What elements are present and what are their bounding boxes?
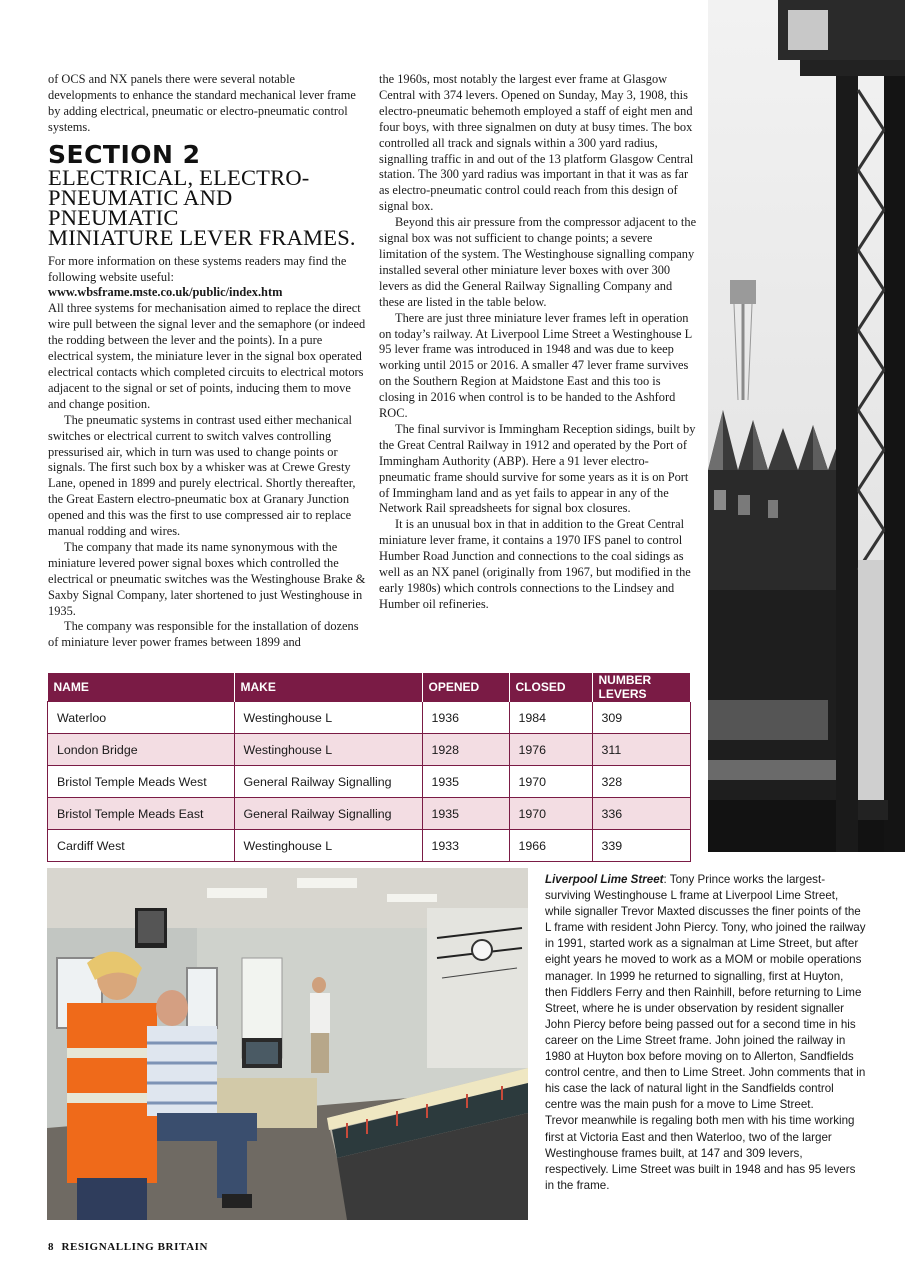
cell-make: General Railway Signalling: [234, 766, 422, 798]
cell-closed: 1984: [509, 702, 592, 734]
cell-closed: 1966: [509, 830, 592, 862]
table-row: [48, 798, 691, 830]
paragraph: The pneumatic systems in contrast used either mechanical switches or electrical current to switch valves controlling pressurised air, which in turn was used to change points or signals. The first such box by a whisker was at Crewe Gresty Lane, opened in 1899 and purely electrical. Shortly thereafter, the Great Eastern electro-pneumatic box at Granary Junction opened and this was the first to use compressed air to replace manual rodding and wires.: [48, 412, 356, 539]
page-footer: [48, 1241, 208, 1253]
cell-opened: 1933: [422, 830, 509, 862]
table-header-row: [48, 673, 691, 702]
caption-title: Liverpool Lime Street: [545, 873, 664, 886]
cell-name: Waterloo: [48, 702, 235, 734]
cell-make: Westinghouse L: [234, 734, 422, 766]
header-number-levers: NUMBER LEVERS: [592, 673, 691, 702]
paragraph: For more information on these systems readers may find the following website useful:: [48, 253, 347, 284]
cell-make: General Railway Signalling: [234, 798, 422, 830]
cell-opened: 1935: [422, 798, 509, 830]
header-closed: CLOSED: [509, 673, 592, 702]
section-number: SECTION 2: [48, 139, 201, 169]
section-title: [48, 164, 366, 250]
paragraph: The company that made its name synonymous with the miniature levered power signal boxes which controlled the electrical or pneumatic switches was the Westinghouse Brake & Saxby Signal Company, later shortened to just Westinghouse in 1935.: [48, 539, 366, 618]
cell-closed: 1970: [509, 766, 592, 798]
paragraph: the 1960s, most notably the largest ever frame at Glasgow Central with 374 levers. Opened on Sunday, May 3, 1908, this electro-pneumatic behemoth employed a staff of eight men and four boys, with three signalmen on duty at busy times. The box controlled all track and signals within a 300 yard radius, signalling traffic in and out of the 13 platform Glasgow Central station. The 300 yard radius was important in that it was as far as electro-pneumatic control could reach from this design of signal box.: [379, 72, 694, 214]
cell-opened: 1935: [422, 766, 509, 798]
cell-make: Westinghouse L: [234, 702, 422, 734]
cell-name: Bristol Temple Meads West: [48, 766, 235, 798]
publication-name: RESIGNALLING BRITAIN: [61, 1241, 209, 1253]
header-opened: OPENED: [422, 673, 509, 702]
table-row: [48, 830, 691, 862]
table-row: [48, 766, 691, 798]
section-title-line-3: MINIATURE LEVER FRAMES.: [48, 224, 356, 250]
page-number: 8: [48, 1241, 55, 1253]
cell-closed: 1970: [509, 798, 592, 830]
paragraph: The company was responsible for the installation of dozens of miniature lever power frames between 1899 and: [48, 619, 359, 650]
paragraph: There are just three miniature lever frames left in operation on today’s railway. At Liverpool Lime Street a Westinghouse L 95 lever frame was introduced in 1948 and was due to keep working until 2015 or 2016. A smaller 47 lever frame survives on the Southern Region at Maidstone East and this too is closing in 2016 when control is to be handed to the Ashford ROC.: [379, 310, 692, 421]
cell-closed: 1976: [509, 734, 592, 766]
cell-make: Westinghouse L: [234, 830, 422, 862]
paragraph: Beyond this air pressure from the compressor adjacent to the signal box was not sufficient to change points; a severe limitation of the system. The Westinghouse signalling company installed several other miniature lever boxes with over 300 levers as did the General Railway Signalling Company and these are listed in the table below.: [379, 215, 697, 309]
article-column-2: [379, 72, 697, 613]
caption-text: : Tony Prince works the largest-surviving Westinghouse L frame at Liverpool Lime Street, while signaller Trevor Maxted discusses the finer points of the L frame with resident John Piercy. Tony, who joined the railway in 1991, started work as a signalman at Lime Street, but after eight years he moved to work as a MOM or mobile operations manager. In 1999 he returned to signalling, first at Huyton, then Fiddlers Ferry and then Rainhill, before returning to Lime Street, where he is under observation by resident signaller John Piercy before being passed out for a second time in his career on the Lime Street frame. John joined the railway in 1980 at Huyton box before moving on to Allerton, Sandfields control centre, and then to Lime Street. John comments that in his case the lack of natural light in the Sandfields control centre was the main push for a move to Lime Street.: [545, 873, 866, 1112]
intro-paragraph: of OCS and NX panels there were several notable developments to enhance the standard mechanical lever frame by adding electrical, pneumatic or electro-pneumatic control systems.: [48, 72, 356, 134]
cell-levers: 311: [592, 734, 691, 766]
section-title-line-2: PNEUMATIC AND PNEUMATIC: [48, 184, 233, 230]
cell-levers: 309: [592, 702, 691, 734]
cell-opened: 1936: [422, 702, 509, 734]
photo-caption: [545, 872, 867, 1194]
caption-paragraph-2: Trevor meanwhile is regaling both men with his time working first at Victoria East and then Waterloo, two of the larger Westinghouse frames built, at 147 and 309 levers, respectively. Lime Street was built in 1948 and has 95 levers in the frame.: [545, 1114, 856, 1192]
paragraph: It is an unusual box in that in addition to the Great Central miniature lever frame, it contains a 1970 IFS panel to control Humber Road Junction and connections to the coal sidings as well as an NX panel (originally from 1967, but modified in the early 1980s) which controls connections to the Lindsey and Humber oil refineries.: [379, 517, 691, 611]
signal-box-interior-photo: [47, 868, 528, 1220]
cell-levers: 328: [592, 766, 691, 798]
website-link[interactable]: www.wbsframe.mste.co.uk/public/index.htm: [48, 285, 283, 300]
paragraph: All three systems for mechanisation aimed to replace the direct wire pull between the signal lever and the semaphore (or indeed the rodding between the lever and the points). In a pure electrical system, the miniature lever in the signal box operated electrical contacts which completed circuits to electrical motors adjacent to the signal or set of points, inducing them to move and change position.: [48, 301, 366, 411]
cell-levers: 336: [592, 798, 691, 830]
cell-name: Bristol Temple Meads East: [48, 798, 235, 830]
paragraph: The final survivor is Immingham Reception sidings, built by the Great Central Railway in 1912 and operated by the Port of Immingham Authority (ABP). Here a 91 lever electro-pneumatic frame should survive for some years as it is on Port of Immingham land and as yet fails to appear in any of the Network Rail spreadsheets for signal box closures.: [379, 421, 696, 516]
table-row: [48, 734, 691, 766]
table-row: [48, 702, 691, 734]
section-title-line-1: ELECTRICAL, ELECTRO-: [48, 164, 310, 190]
cell-levers: 339: [592, 830, 691, 862]
cell-name: Cardiff West: [48, 830, 235, 862]
article-column-1: [48, 72, 366, 651]
header-name: NAME: [48, 673, 235, 702]
cell-opened: 1928: [422, 734, 509, 766]
header-make: MAKE: [234, 673, 422, 702]
cell-name: London Bridge: [48, 734, 235, 766]
caption-paragraph: [545, 872, 867, 1113]
signal-gantry-photo: [708, 0, 905, 852]
lever-frames-table: [47, 673, 691, 862]
